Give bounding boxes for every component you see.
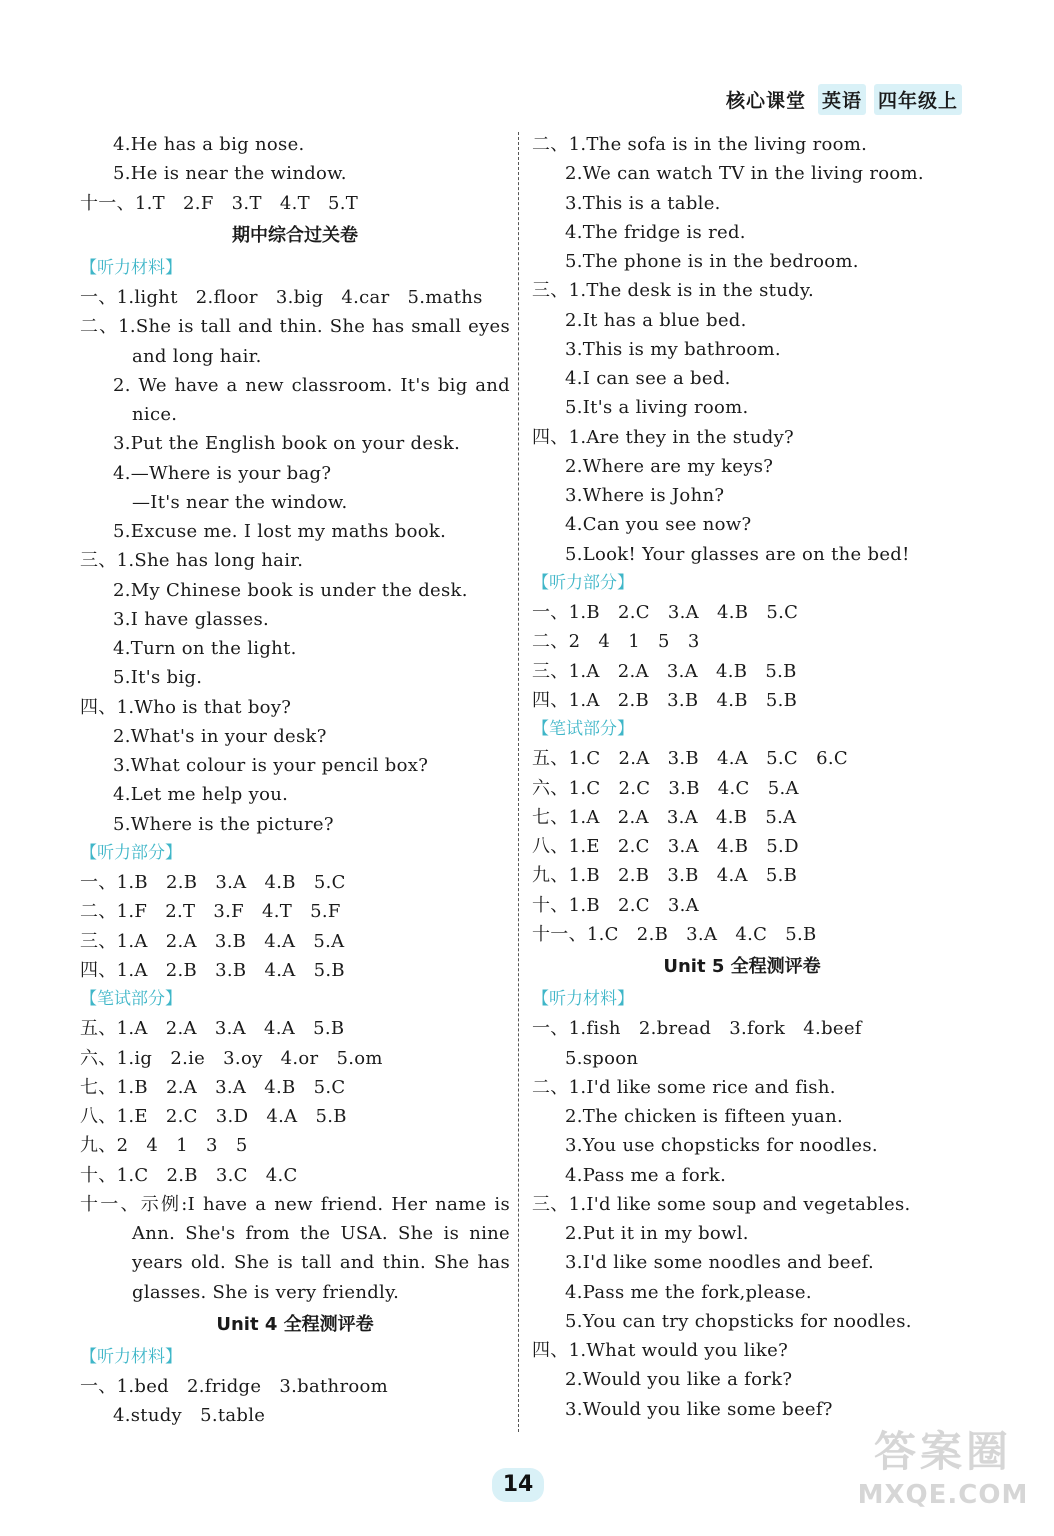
- answer-line: 2. We have a new classroom. It's big and: [113, 374, 510, 396]
- answer-line: 2.We can watch TV in the living room.: [565, 163, 924, 185]
- answer-line: 三、1.I'd like some soup and vegetables.: [532, 1193, 911, 1215]
- answer-line: 四、1.A 2.B 3.B 4.A 5.B: [80, 959, 345, 981]
- answer-line: 5.It's a living room.: [565, 397, 749, 419]
- answer-line: 4.Pass me the fork,please.: [565, 1281, 812, 1303]
- subject-label: 英语: [818, 84, 866, 115]
- page-number: 14: [492, 1468, 544, 1502]
- answer-line: 3.What colour is your pencil box?: [113, 755, 429, 776]
- answer-line: 十一、1.T 2.F 3.T 4.T 5.T: [80, 192, 359, 214]
- answer-line: 5.You can try chopsticks for noodles.: [565, 1310, 912, 1332]
- answer-line: years old. She is tall and thin. She has: [132, 1252, 510, 1274]
- answer-line: 一、1.fish 2.bread 3.fork 4.beef: [532, 1018, 862, 1040]
- answer-line: 七、1.A 2.A 3.A 4.B 5.A: [532, 806, 797, 828]
- answer-line: 2.What's in your desk?: [113, 725, 327, 747]
- answer-line: 十一、示例:I have a new friend. Her name is: [80, 1193, 510, 1215]
- answer-line: 一、1.B 2.B 3.A 4.B 5.C: [80, 872, 346, 893]
- answer-line: 5.spoon: [565, 1047, 639, 1069]
- answer-line: 十一、1.C 2.B 3.A 4.C 5.B: [532, 923, 817, 945]
- answer-line: 四、1.What would you like?: [532, 1340, 789, 1361]
- answer-line: Ann. She's from the USA. She is nine: [132, 1223, 510, 1244]
- answer-line: 3.I have glasses.: [113, 608, 270, 630]
- grade-label: 四年级上: [874, 84, 962, 115]
- answer-line: 六、1.C 2.C 3.B 4.C 5.A: [532, 777, 799, 799]
- answer-line: 四、1.Who is that boy?: [80, 696, 292, 718]
- answer-line: 3.Would you like some beef?: [565, 1398, 833, 1420]
- answer-line: —It's near the window.: [132, 491, 348, 513]
- answer-line: 四、1.Are they in the study?: [532, 426, 794, 448]
- answer-line: 十、1.C 2.B 3.C 4.C: [80, 1164, 298, 1186]
- answer-line: 2.The chicken is fifteen yuan.: [565, 1106, 843, 1127]
- answer-line: 一、1.B 2.C 3.A 4.B 5.C: [532, 602, 799, 623]
- answer-line: 一、1.bed 2.fridge 3.bathroom: [80, 1376, 388, 1397]
- answer-line: 九、1.B 2.B 3.B 4.A 5.B: [532, 865, 798, 887]
- answer-line: and long hair.: [132, 345, 262, 367]
- section-tag: 【听力材料】: [532, 989, 634, 1009]
- answer-line: 5.Where is the picture?: [113, 813, 334, 835]
- answer-line: 3.This is a table.: [565, 192, 721, 214]
- answer-line: 二、1.F 2.T 3.F 4.T 5.F: [80, 901, 341, 923]
- answer-line: 4.Pass me a fork.: [565, 1164, 727, 1186]
- answer-line: 5.Excuse me. I lost my maths book.: [113, 521, 447, 542]
- answer-line: 二、2 4 1 5 3: [532, 631, 700, 653]
- answer-line: 4.Can you see now?: [565, 514, 752, 536]
- watermark-logo: [848, 1426, 1038, 1526]
- answer-line: 二、1.The sofa is in the living room.: [532, 134, 868, 155]
- section-tag: 【笔试部分】: [80, 989, 182, 1009]
- answer-line: 4.study 5.table: [113, 1405, 266, 1427]
- answer-line: 4.—Where is your bag?: [113, 462, 332, 484]
- answer-line: 4.Turn on the light.: [113, 638, 297, 659]
- answer-line: 三、1.A 2.A 3.A 4.B 5.B: [532, 660, 797, 682]
- answer-line: 2.Put it in my bowl.: [565, 1223, 749, 1244]
- section-tag: 【笔试部分】: [532, 719, 634, 739]
- section-tag: 【听力部分】: [532, 572, 634, 593]
- answer-line: 5.The phone is in the bedroom.: [565, 251, 859, 272]
- answer-line: 2.Where are my keys?: [565, 455, 774, 477]
- answer-line: 2.My Chinese book is under the desk.: [113, 579, 468, 601]
- answer-line: 3.Put the English book on your desk.: [113, 433, 461, 455]
- answer-line: 2.Would you like a fork?: [565, 1369, 793, 1391]
- answer-line: 七、1.B 2.A 3.A 4.B 5.C: [80, 1076, 346, 1098]
- answer-line: 5.He is near the window.: [113, 163, 347, 185]
- answer-line: 4.Let me help you.: [113, 784, 289, 806]
- answer-line: 六、1.ig 2.ie 3.oy 4.or 5.om: [80, 1047, 383, 1069]
- answer-line: 九、2 4 1 3 5: [80, 1135, 248, 1157]
- answer-line: 三、1.A 2.A 3.B 4.A 5.A: [80, 930, 345, 952]
- right-column: [532, 130, 952, 1424]
- answer-line: 3.I'd like some noodles and beef.: [565, 1252, 874, 1274]
- answer-line: 三、1.The desk is in the study.: [532, 280, 814, 302]
- answer-line: 2.It has a blue bed.: [565, 309, 747, 331]
- page-header: [722, 84, 962, 115]
- section-title: Unit 4 全程测评卷: [216, 1313, 374, 1335]
- watermark-text: 答案圈: [873, 1427, 1012, 1476]
- left-column: [80, 130, 510, 1431]
- watermark-url: MXQE.COM: [857, 1480, 1029, 1510]
- section-tag: 【听力材料】: [80, 1346, 182, 1367]
- answer-line: nice.: [132, 404, 178, 425]
- section-tag: 【听力部分】: [80, 842, 182, 863]
- answer-line: 3.You use chopsticks for noodles.: [565, 1135, 878, 1157]
- answer-line: 5.It's big.: [113, 667, 203, 689]
- answer-line: 二、1.I'd like some rice and fish.: [532, 1076, 836, 1098]
- answer-line: glasses. She is very friendly.: [132, 1281, 400, 1303]
- answer-line: 八、1.E 2.C 3.A 4.B 5.D: [532, 836, 799, 857]
- answer-line: 十、1.B 2.C 3.A: [532, 894, 699, 916]
- answer-line: 3.Where is John?: [565, 485, 725, 506]
- answer-line: 五、1.A 2.A 3.A 4.A 5.B: [80, 1018, 345, 1040]
- answer-line: 三、1.She has long hair.: [80, 550, 304, 572]
- column-divider: [518, 132, 519, 1432]
- answer-line: 4.I can see a bed.: [565, 368, 731, 389]
- answer-line: 八、1.E 2.C 3.D 4.A 5.B: [80, 1106, 347, 1127]
- section-title: Unit 5 全程测评卷: [663, 956, 821, 977]
- answer-line: 四、1.A 2.B 3.B 4.B 5.B: [532, 689, 798, 711]
- section-tag: 【听力材料】: [80, 257, 182, 278]
- answer-line: 一、1.light 2.floor 3.big 4.car 5.maths: [80, 287, 483, 308]
- book-title: 核心课堂: [725, 90, 806, 112]
- answer-line: 五、1.C 2.A 3.B 4.A 5.C 6.C: [532, 748, 848, 770]
- answer-line: 4.The fridge is red.: [565, 221, 746, 243]
- answer-line: 3.This is my bathroom.: [565, 338, 781, 360]
- section-title: 期中综合过关卷: [232, 224, 358, 246]
- answer-line: 二、1.She is tall and thin. She has small eyes: [80, 316, 510, 338]
- answer-line: 5.Look! Your glasses are on the bed!: [565, 543, 910, 565]
- answer-line: 4.He has a big nose.: [113, 134, 305, 155]
